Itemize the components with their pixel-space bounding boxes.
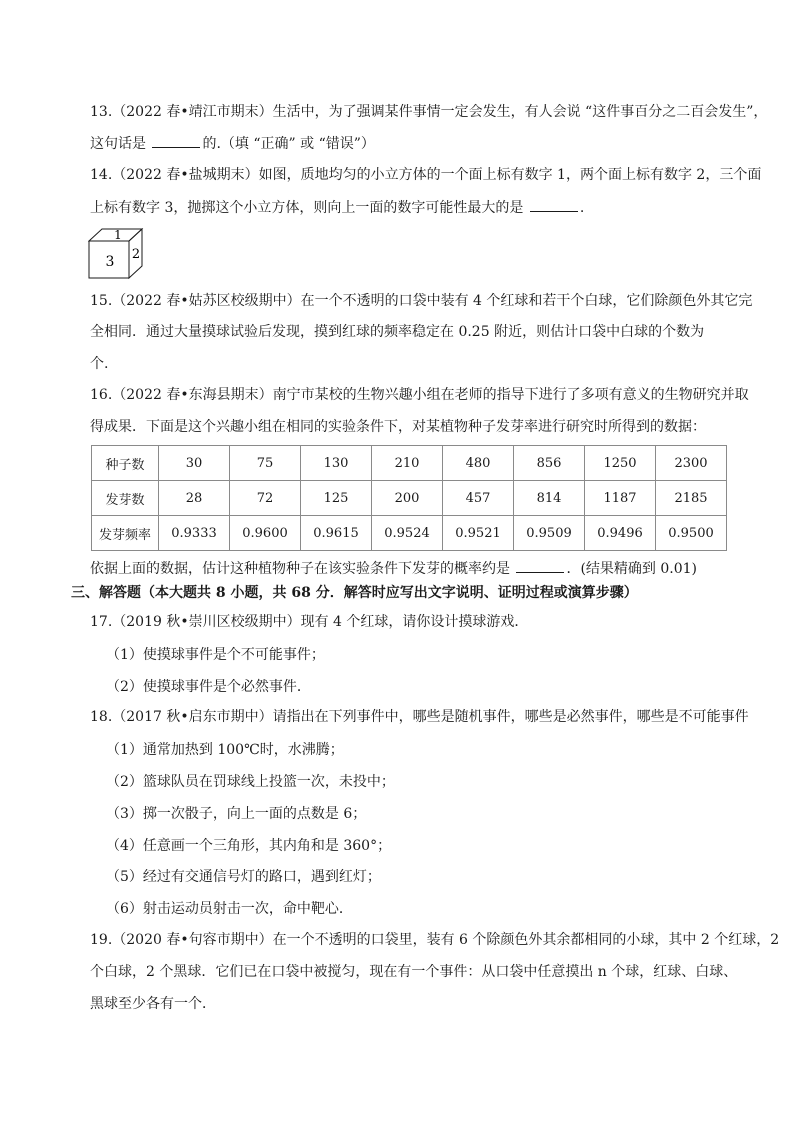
table-cell: 1187 bbox=[585, 481, 656, 516]
answer-blank bbox=[530, 197, 578, 212]
q17-sub1: （1）使摸球事件是个不可能事件； bbox=[106, 647, 325, 663]
q16-text-a: 依据上面的数据，估计这种植物种子在该实验条件下发芽的概率约是 bbox=[90, 561, 515, 577]
table-cell: 1250 bbox=[585, 446, 656, 481]
table-cell: 0.9509 bbox=[514, 516, 585, 551]
table-cell: 130 bbox=[301, 446, 372, 481]
q18-sub4: （4）任意画一个三角形，其内角和是 360°； bbox=[106, 838, 392, 854]
answer-blank bbox=[516, 558, 564, 573]
table-cell: 457 bbox=[443, 481, 514, 516]
table-cell: 210 bbox=[372, 446, 443, 481]
table-row bbox=[92, 516, 727, 551]
q15-line3: 个. bbox=[90, 356, 109, 372]
table-cell: 72 bbox=[230, 481, 301, 516]
table-row-label: 发芽频率 bbox=[92, 516, 159, 551]
q14-line1: 14.（2022 春•盐城期末）如图，质地均匀的小立方体的一个面上标有数字 1，两个面上标有数字 2，三个面 bbox=[90, 167, 762, 183]
q18-sub6: （6）射击运动员射击一次，命中靶心． bbox=[106, 901, 353, 917]
table-cell: 2300 bbox=[656, 446, 727, 481]
q18-line1: 18.（2017 秋•启东市期中）请指出在下列事件中，哪些是随机事件，哪些是必然事件，哪些是不可能事件 bbox=[90, 709, 749, 725]
table-cell: 75 bbox=[230, 446, 301, 481]
q16-line3 bbox=[90, 558, 697, 579]
q13-text-a: 这句话是 bbox=[90, 136, 151, 152]
table-cell: 125 bbox=[301, 481, 372, 516]
table-cell: 0.9615 bbox=[301, 516, 372, 551]
table-row bbox=[92, 481, 727, 516]
q15-line2: 全相同．通过大量摸球试验后发现，摸到红球的频率稳定在 0.25 附近，则估计口袋中白球的个数为 bbox=[90, 324, 705, 340]
q17-sub2: （2）使摸球事件是个必然事件． bbox=[106, 679, 311, 695]
table-cell: 814 bbox=[514, 481, 585, 516]
q19-line3: 黑球至少各有一个． bbox=[90, 996, 216, 1012]
table-cell: 856 bbox=[514, 446, 585, 481]
q18-sub3: （3）掷一次骰子，向上一面的点数是 6； bbox=[106, 806, 367, 822]
table-cell: 0.9524 bbox=[372, 516, 443, 551]
table-row-label: 种子数 bbox=[92, 446, 159, 481]
table-cell: 0.9521 bbox=[443, 516, 514, 551]
table-cell: 480 bbox=[443, 446, 514, 481]
q16-line1: 16.（2022 春•东海县期末）南宁市某校的生物兴趣小组在老师的指导下进行了多项有意义的生物研究并取 bbox=[90, 387, 749, 403]
q18-sub1: （1）通常加热到 100℃时，水沸腾； bbox=[106, 742, 344, 758]
q14-line2 bbox=[90, 197, 584, 218]
table-cell: 200 bbox=[372, 481, 443, 516]
germination-table bbox=[91, 445, 727, 551]
q13-line2 bbox=[90, 133, 375, 154]
cube-front-number: 3 bbox=[105, 254, 115, 270]
q14-text-b: . bbox=[579, 200, 585, 216]
q16-line2: 得成果．下面是这个兴趣小组在相同的实验条件下，对某植物种子发芽率进行研究时所得到的数据： bbox=[90, 419, 706, 435]
table-row-label: 发芽数 bbox=[92, 481, 159, 516]
table-cell: 30 bbox=[159, 446, 230, 481]
cube-top-number: 1 bbox=[114, 228, 122, 242]
table-cell: 0.9600 bbox=[230, 516, 301, 551]
table-cell: 0.9500 bbox=[656, 516, 727, 551]
q13-line1: 13.（2022 春•靖江市期末）生活中，为了强调某件事情一定会发生，有人会说 “这件事百分之二百会发生”， bbox=[90, 104, 768, 120]
table-cell: 0.9333 bbox=[159, 516, 230, 551]
table-cell: 28 bbox=[159, 481, 230, 516]
table-cell: 2185 bbox=[656, 481, 727, 516]
q19-line2: 个白球，2 个黑球．它们已在口袋中被搅匀，现在有一个事件：从口袋中任意摸出 n 个球，红球、白球、 bbox=[90, 964, 738, 980]
q18-sub2: （2）篮球队员在罚球线上投篮一次，未投中； bbox=[106, 774, 395, 790]
q16-text-b: ．(结果精确到 0.01) bbox=[566, 561, 697, 577]
q15-line1: 15.（2022 春•姑苏区校级期中）在一个不透明的口袋中装有 4 个红球和若干个白球，它们除颜色外其它完 bbox=[90, 293, 753, 309]
answer-blank bbox=[152, 133, 200, 148]
cube-side-number: 2 bbox=[131, 247, 141, 262]
table-row bbox=[92, 446, 727, 481]
cube-figure bbox=[88, 228, 158, 280]
table-cell: 0.9496 bbox=[585, 516, 656, 551]
q17-line1: 17.（2019 秋•崇川区校级期中）现有 4 个红球，请你设计摸球游戏． bbox=[90, 614, 529, 630]
q14-text-a: 上标有数字 3，抛掷这个小立方体，则向上一面的数字可能性最大的是 bbox=[90, 200, 528, 216]
section-heading: 三、解答题（本大题共 8 小题，共 68 分．解答时应写出文字说明、证明过程或演算步骤） bbox=[71, 585, 638, 601]
q19-line1: 19.（2020 春•句容市期中）在一个不透明的口袋里，装有 6 个除颜色外其余都相同的小球，其中 2 个红球，2 bbox=[90, 932, 780, 948]
q18-sub5: （5）经过有交通信号灯的路口，遇到红灯； bbox=[106, 869, 381, 885]
q13-text-b: 的.（填 “正确” 或 “错误”） bbox=[202, 136, 375, 152]
